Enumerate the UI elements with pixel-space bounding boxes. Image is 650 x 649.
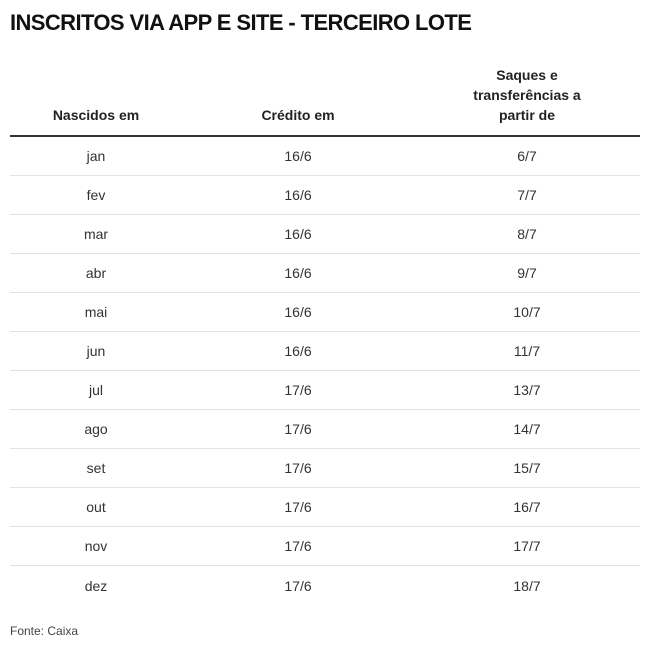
withdrawal-date-cell: 14/7 [513, 421, 541, 437]
credit-date-cell: 16/6 [284, 187, 312, 203]
table-row [10, 215, 640, 254]
withdrawal-date-cell: 15/7 [513, 460, 541, 476]
source-note: Fonte: Caixa [10, 624, 79, 638]
withdrawal-date-cell: 17/7 [513, 538, 541, 554]
table-row [10, 488, 640, 527]
birth-month-cell: abr [85, 265, 107, 281]
withdrawal-date-cell: 7/7 [517, 187, 537, 203]
withdrawal-date-cell: 9/7 [517, 265, 537, 281]
birth-month-cell: dez [84, 577, 108, 594]
credit-date-cell: 17/6 [284, 421, 312, 437]
withdrawal-date-cell: 6/7 [517, 148, 537, 164]
table-header [10, 60, 640, 137]
table-row [10, 527, 640, 566]
birth-month-cell: jul [88, 382, 103, 398]
table-row [10, 137, 640, 176]
table-row [10, 293, 640, 332]
birth-month-cell: mar [83, 226, 109, 242]
table-row [10, 371, 640, 410]
birth-month-cell: set [86, 460, 106, 476]
withdrawal-date-cell: 18/7 [513, 577, 541, 594]
credit-date-cell: 16/6 [284, 148, 312, 164]
credit-date-cell: 16/6 [284, 343, 312, 359]
birth-month-cell: mai [84, 304, 108, 320]
credit-date-cell: 17/6 [284, 460, 312, 476]
table-row [10, 566, 640, 605]
credit-date-cell: 17/6 [284, 499, 312, 515]
birth-month-cell: ago [84, 421, 108, 437]
credit-date-cell: 16/6 [284, 304, 312, 320]
withdrawal-date-cell: 8/7 [517, 226, 537, 242]
schedule-table [10, 60, 640, 605]
birth-month-cell: nov [84, 538, 108, 554]
birth-month-cell: fev [86, 187, 106, 203]
withdrawal-date-cell: 11/7 [513, 343, 541, 359]
table-row [10, 449, 640, 488]
header-birth-month-label: Nascidos em [52, 107, 140, 123]
table-row [10, 176, 640, 215]
withdrawal-date-cell: 10/7 [513, 304, 541, 320]
credit-date-cell: 17/6 [284, 538, 312, 554]
credit-date-cell: 17/6 [284, 577, 312, 594]
withdrawal-date-cell: 13/7 [513, 382, 541, 398]
header-credit-date-label: Crédito em [261, 107, 335, 123]
header-credit-date [182, 60, 414, 135]
header-withdrawal-date-label: Saques e transferências a partir de [473, 67, 581, 123]
withdrawal-date-cell: 16/7 [513, 499, 541, 515]
page-title: INSCRITOS VIA APP E SITE - TERCEIRO LOTE [10, 10, 472, 35]
header-birth-month [10, 60, 182, 135]
header-withdrawal-date [414, 60, 640, 135]
birth-month-cell: jun [86, 343, 106, 359]
table-body [10, 137, 640, 605]
birth-month-cell: jan [86, 148, 106, 164]
birth-month-cell: out [86, 499, 106, 515]
table-row [10, 410, 640, 449]
table-row [10, 254, 640, 293]
credit-date-cell: 16/6 [284, 226, 312, 242]
credit-date-cell: 16/6 [284, 265, 312, 281]
table-row [10, 332, 640, 371]
credit-date-cell: 17/6 [284, 382, 312, 398]
